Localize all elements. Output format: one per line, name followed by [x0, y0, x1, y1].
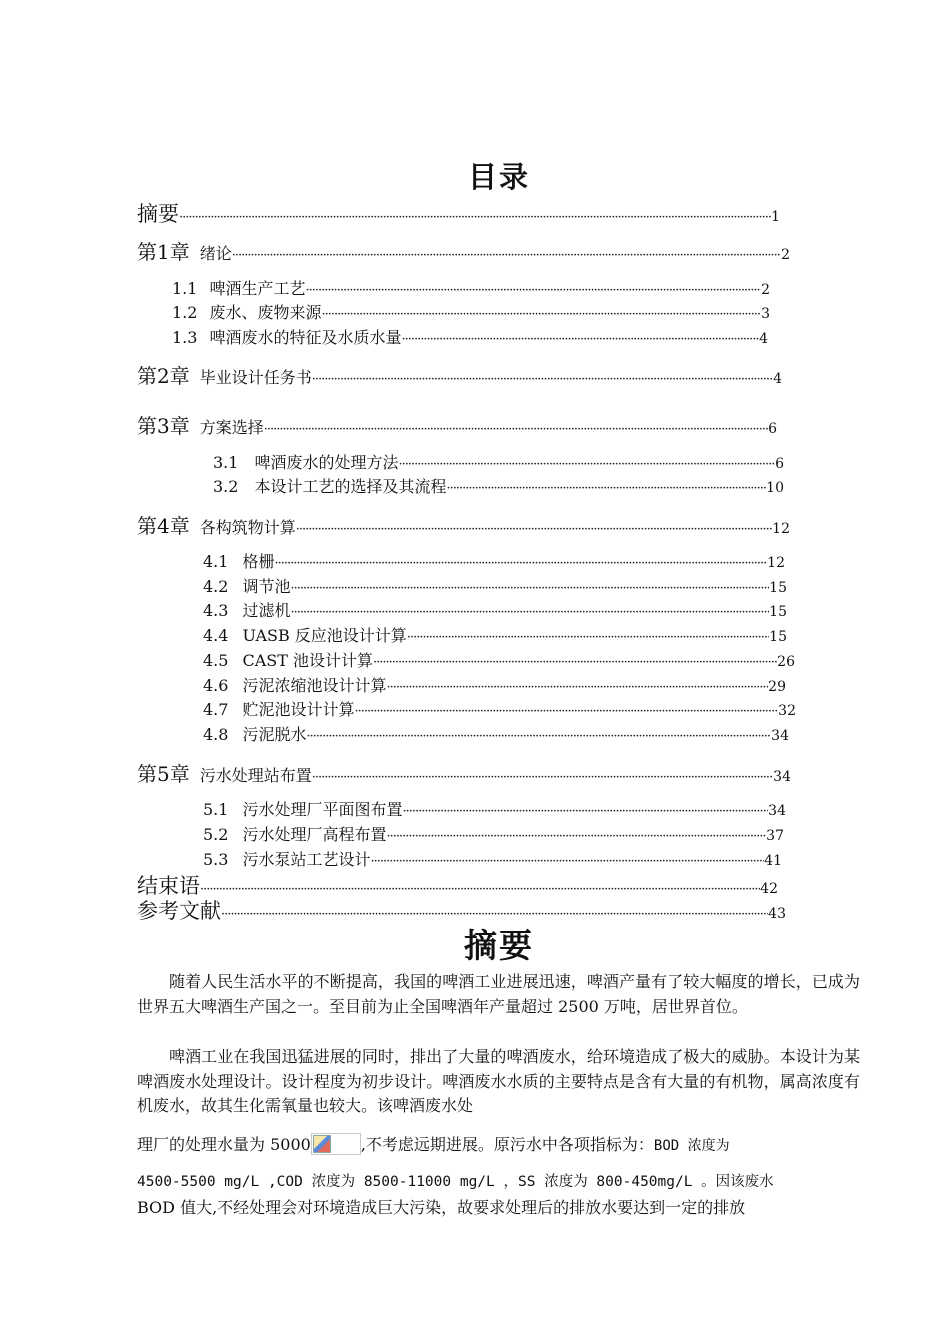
toc-chapter-label: 第3章	[137, 414, 190, 438]
toc-chapter-label: 第1章	[137, 240, 190, 264]
toc-leader	[290, 581, 769, 596]
toc-entry-label: 摘要	[137, 202, 179, 226]
toc-page-number: 34	[773, 769, 791, 785]
toc-section-number: 4.4	[203, 626, 229, 645]
toc-entry-title: 污水处理厂平面图布置	[242, 800, 403, 819]
toc-entry-3-2[interactable]	[213, 474, 784, 497]
toc-entry-chapter-3[interactable]	[137, 410, 777, 439]
toc-page-number: 1	[771, 209, 780, 225]
toc-page-number: 10	[766, 480, 784, 496]
abstract-text: BOD 浓度为	[653, 1138, 730, 1154]
abstract-paragraph-1: 随着人民生活水平的不断提高，我国的啤酒工业进展迅速，啤酒产量有了较大幅度的增长，已成为世界五大啤酒生产国之一。至目前为止全国啤酒年产量超过 2500 万吨，居世界首位。	[137, 972, 860, 1016]
toc-leader	[179, 210, 771, 225]
toc-page-number: 4	[773, 371, 782, 387]
toc-page-number: 34	[768, 803, 786, 819]
toc-entry-title: 调节池	[242, 577, 291, 596]
toc-leader	[370, 854, 764, 869]
toc-page-number: 12	[767, 555, 785, 571]
toc-leader	[386, 829, 766, 844]
toc-entry-title: 各构筑物计算	[199, 518, 296, 537]
toc-entry-5-3[interactable]	[203, 847, 782, 870]
toc-page-number: 41	[764, 853, 782, 869]
toc-entry-title: 绪论	[199, 244, 232, 263]
toc-section-number: 4.2	[203, 577, 229, 596]
toc-leader	[354, 704, 778, 719]
toc-leader	[296, 522, 772, 537]
toc-leader	[402, 804, 768, 819]
toc-page-number: 15	[769, 580, 787, 596]
toc-section-number: 5.2	[203, 825, 229, 844]
toc-entry-title: 啤酒生产工艺	[209, 279, 306, 298]
toc-section-number: 4.5	[203, 651, 229, 670]
toc-leader	[290, 605, 769, 620]
toc-leader	[386, 680, 768, 695]
toc-section-number: 1.2	[172, 303, 198, 322]
abstract-line-indices: 4500-5500 mg/L ,COD 浓度为 8500-11000 mg/L ，SS 浓度为 800-450mg/L 。因该废水	[137, 1174, 774, 1190]
abstract-title: 摘要	[464, 926, 534, 965]
toc-entry-title: 贮泥池设计计算	[242, 700, 355, 719]
toc-section-number: 5.1	[203, 800, 229, 819]
toc-entry-title: 本设计工艺的选择及其流程	[254, 477, 447, 496]
toc-page-number: 6	[775, 456, 784, 472]
toc-leader	[274, 556, 767, 571]
toc-page-number: 37	[766, 828, 784, 844]
toc-leader	[306, 729, 771, 744]
toc-page-number: 29	[768, 679, 786, 695]
toc-page-number: 15	[769, 604, 787, 620]
toc-leader	[401, 332, 759, 347]
toc-section-number: 1.3	[172, 328, 198, 347]
toc-leader	[373, 655, 777, 670]
toc-entry-4-2[interactable]	[203, 574, 787, 597]
toc-leader	[264, 422, 768, 437]
toc-entry-title: 污泥脱水	[242, 725, 307, 744]
toc-entry-chapter-1[interactable]	[137, 236, 790, 265]
toc-entry-title: 啤酒废水的处理方法	[254, 453, 399, 472]
toc-entry-3-1[interactable]	[213, 450, 784, 473]
abstract-text: ,不考虑远期进展。原污水中各项指标为：	[360, 1135, 654, 1154]
abstract-paragraph-2: 啤酒工业在我国迅猛进展的同时，排出了大量的啤酒废水，给环境造成了极大的威胁。本设计为某啤酒废水处理设计。设计程度为初步设计。啤酒废水水质的主要特点是含有大量的有机物，属高浓度有机废水，故其生化需氧量也较大。该啤酒废水处	[137, 1047, 860, 1115]
toc-page-number: 2	[761, 282, 770, 298]
toc-entry-title: 过滤机	[242, 601, 291, 620]
toc-section-number: 1.1	[172, 279, 198, 298]
toc-chapter-label: 第4章	[137, 514, 190, 538]
toc-page-number: 4	[759, 331, 768, 347]
toc-entry-4-3[interactable]	[203, 598, 787, 621]
toc-leader	[232, 248, 781, 263]
toc-entry-title: 污水泵站工艺设计	[242, 850, 371, 869]
abstract-text: 理厂的处理水量为 5000	[137, 1135, 311, 1154]
toc-leader	[446, 481, 766, 496]
toc-section-number: 4.8	[203, 725, 229, 744]
toc-page-number: 26	[777, 654, 795, 670]
toc-entry-1-1[interactable]	[172, 276, 770, 299]
toc-page-number: 3	[761, 306, 770, 322]
toc-page-number: 42	[760, 881, 778, 897]
toc-entry-title: 啤酒废水的特征及水质水量	[209, 328, 402, 347]
toc-section-number: 3.1	[213, 453, 239, 472]
toc-entry-4-4[interactable]	[203, 623, 787, 646]
toc-section-number: 4.6	[203, 676, 229, 695]
toc-entry-title: 污水处理站布置	[199, 766, 312, 785]
toc-chapter-label: 第5章	[137, 762, 190, 786]
toc-page-number: 2	[781, 247, 790, 263]
toc-entry-title: 污泥浓缩池设计计算	[242, 676, 387, 695]
toc-section-number: 4.3	[203, 601, 229, 620]
toc-leader	[312, 372, 773, 387]
toc-page-number: 15	[769, 629, 787, 645]
toc-page-number: 12	[772, 521, 790, 537]
broken-image-icon	[311, 1133, 361, 1155]
abstract-line-flow	[137, 1132, 860, 1155]
toc-section-number: 4.7	[203, 700, 229, 719]
toc-entry-4-5[interactable]	[203, 648, 795, 671]
toc-entry-title: 方案选择	[199, 418, 264, 437]
toc-section-number: 5.3	[203, 850, 229, 869]
toc-leader	[407, 630, 769, 645]
toc-entry-4-8[interactable]	[203, 722, 789, 745]
toc-entry-1-2[interactable]	[172, 300, 770, 323]
toc-entry-label: 参考文献	[137, 899, 221, 923]
toc-entry-label: 结束语	[137, 874, 200, 898]
toc-entry-chapter-2[interactable]	[137, 360, 782, 389]
toc-page-number: 43	[768, 906, 786, 922]
toc-entry-title: 毕业设计任务书	[199, 368, 312, 387]
toc-leader	[312, 770, 773, 785]
toc-entry-4-1[interactable]	[203, 549, 785, 572]
toc-entry-chapter-5[interactable]	[137, 758, 791, 787]
toc-entry-chapter-4[interactable]	[137, 510, 790, 539]
toc-title: 目录	[467, 160, 530, 194]
toc-leader	[321, 307, 761, 322]
toc-leader	[398, 457, 775, 472]
toc-entry-4-7[interactable]	[203, 697, 796, 720]
toc-entry-1-3[interactable]	[172, 325, 768, 348]
toc-entry-title: UASB 反应池设计计算	[242, 626, 407, 645]
toc-section-number: 4.1	[203, 552, 229, 571]
toc-page-number: 6	[768, 421, 777, 437]
toc-section-number: 3.2	[213, 477, 239, 496]
toc-entry-4-6[interactable]	[203, 673, 786, 696]
toc-leader	[305, 283, 761, 298]
toc-page-number: 34	[771, 728, 789, 744]
abstract-line-bod: BOD 值大,不经处理会对环境造成巨大污染，故要求处理后的排放水要达到一定的排放	[137, 1198, 746, 1217]
toc-page-number: 32	[778, 703, 796, 719]
toc-entry-title: CAST 池设计计算	[242, 651, 373, 670]
toc-entry-title: 废水、废物来源	[209, 303, 322, 322]
toc-entry-5-1[interactable]	[203, 797, 786, 820]
toc-entry-title: 污水处理厂高程布置	[242, 825, 387, 844]
toc-entry-5-2[interactable]	[203, 822, 784, 845]
toc-entry-title: 格栅	[242, 552, 275, 571]
toc-chapter-label: 第2章	[137, 364, 190, 388]
toc-entry-abstract[interactable]	[137, 198, 780, 228]
